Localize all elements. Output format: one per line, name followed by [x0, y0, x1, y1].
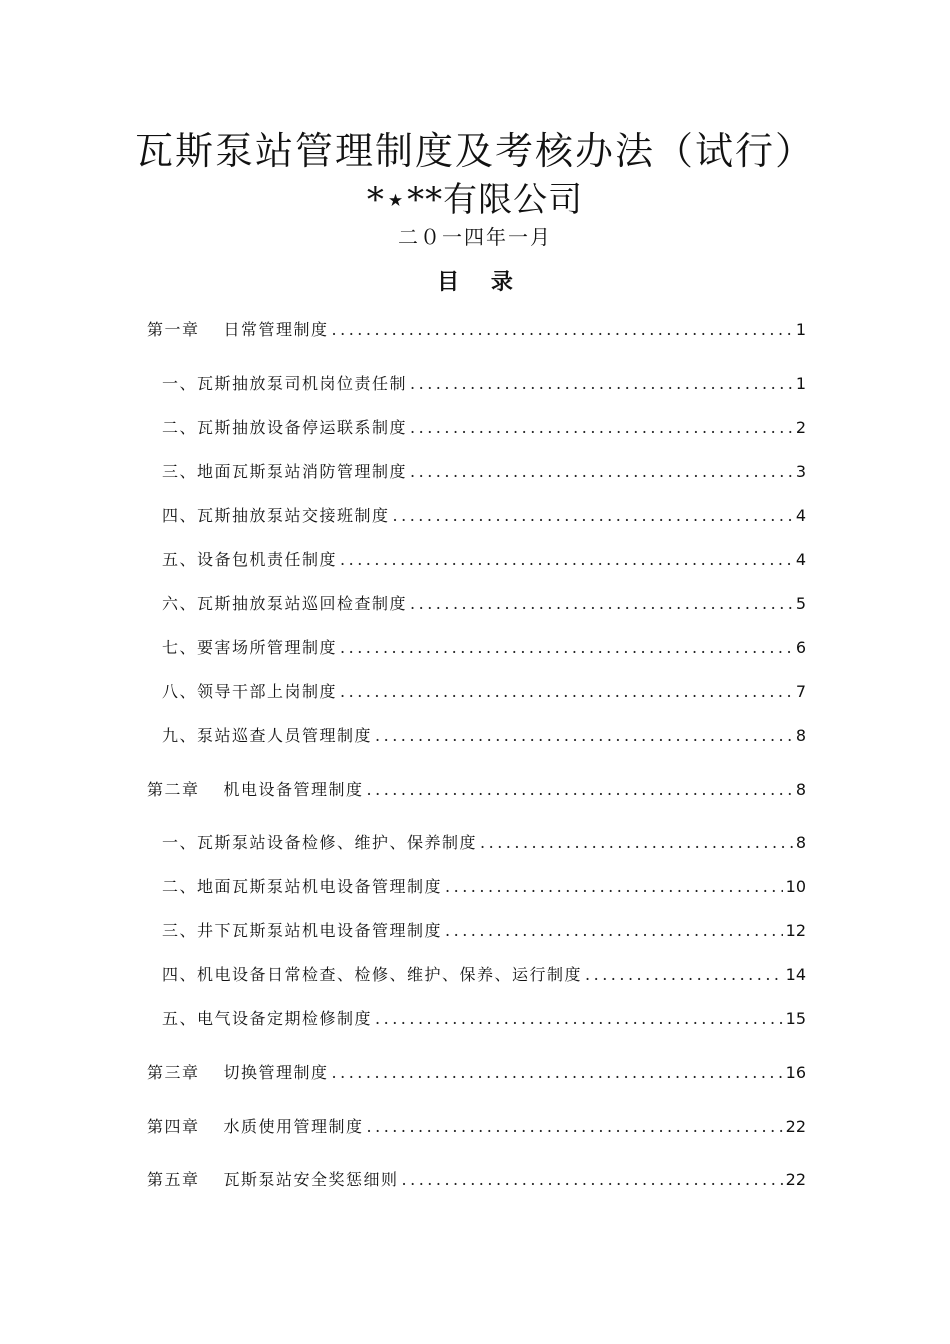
toc-page-number: 2: [795, 418, 806, 437]
toc-section-2-5[interactable]: [162, 1005, 806, 1033]
toc-entry-text: [147, 316, 329, 344]
toc-dot-leader: [410, 414, 793, 442]
toc-section-1-9[interactable]: [162, 722, 806, 750]
toc-page-number: 8: [795, 780, 806, 799]
toc-chapter-number: 第二章: [147, 780, 200, 799]
toc-section-title: 一、瓦斯抽放泵司机岗位责任制: [162, 374, 408, 393]
toc-section-title: 八、领导干部上岗制度: [162, 682, 338, 701]
toc-section-title: 七、要害场所管理制度: [162, 638, 338, 657]
toc-dot-leader: [375, 1005, 783, 1033]
toc-page-number: 22: [785, 1117, 806, 1136]
toc-section-title: 四、机电设备日常检查、检修、维护、保养、运行制度: [162, 965, 583, 984]
toc-entry-text: [147, 1113, 364, 1141]
toc-dot-leader: [410, 590, 793, 618]
toc-heading: 目 录: [437, 270, 513, 295]
toc-section-2-2[interactable]: [162, 873, 806, 901]
toc-page-number: 8: [795, 726, 806, 745]
toc-section-2-4[interactable]: [162, 961, 806, 989]
toc-section-1-3[interactable]: [162, 458, 806, 486]
toc-dot-leader: [367, 1113, 783, 1141]
toc-section-title: 三、井下瓦斯泵站机电设备管理制度: [162, 921, 443, 940]
toc-page-number: 4: [795, 506, 806, 525]
toc-chapter-title: 切换管理制度: [223, 1063, 329, 1082]
toc-dot-leader: [340, 546, 793, 574]
toc-section-1-8[interactable]: [162, 678, 806, 706]
toc-page-number: 16: [785, 1063, 806, 1082]
toc-chapter-number: 第四章: [147, 1117, 200, 1136]
toc-chapter-2[interactable]: [147, 776, 806, 804]
toc-section-1-7[interactable]: [162, 634, 806, 662]
toc-dot-leader: [332, 1059, 783, 1087]
toc-dot-leader: [410, 370, 793, 398]
toc-dot-leader: [393, 502, 793, 530]
toc-page-number: 14: [785, 965, 806, 984]
toc-page-number: 6: [795, 638, 806, 657]
toc-dot-leader: [480, 829, 793, 857]
toc-dot-leader: [340, 678, 793, 706]
toc-section-1-2[interactable]: [162, 414, 806, 442]
toc-section-title: 六、瓦斯抽放泵站巡回检查制度: [162, 594, 408, 613]
toc-page-number: 1: [795, 374, 806, 393]
toc-section-2-1[interactable]: [162, 829, 806, 857]
toc-page-number: 8: [795, 833, 806, 852]
toc-section-title: 三、地面瓦斯泵站消防管理制度: [162, 462, 408, 481]
document-title: 瓦斯泵站管理制度及考核办法（试行）: [134, 129, 815, 173]
toc-dot-leader: [585, 961, 783, 989]
toc-chapter-3[interactable]: [147, 1059, 806, 1087]
toc-dot-leader: [332, 316, 793, 344]
toc-dot-leader: [410, 458, 793, 486]
toc-section-1-1[interactable]: [162, 370, 806, 398]
toc-section-title: 二、地面瓦斯泵站机电设备管理制度: [162, 877, 443, 896]
toc-section-title: 四、瓦斯抽放泵站交接班制度: [162, 506, 390, 525]
toc-page-number: 10: [785, 877, 806, 896]
toc-dot-leader: [375, 722, 793, 750]
toc-dot-leader: [367, 776, 793, 804]
toc-section-1-4[interactable]: [162, 502, 806, 530]
toc-section-1-5[interactable]: [162, 546, 806, 574]
toc-entry-text: [147, 776, 364, 804]
toc-dot-leader: [402, 1166, 783, 1194]
toc-page-number: 12: [785, 921, 806, 940]
toc-page-number: 3: [795, 462, 806, 481]
toc-chapter-title: 瓦斯泵站安全奖惩细则: [223, 1170, 399, 1189]
toc-page-number: 5: [795, 594, 806, 613]
toc-chapter-number: 第三章: [147, 1063, 200, 1082]
toc-section-title: 五、电气设备定期检修制度: [162, 1009, 373, 1028]
toc-page-number: 4: [795, 550, 806, 569]
toc-chapter-title: 机电设备管理制度: [223, 780, 364, 799]
document-date: 二０一四年一月: [398, 225, 552, 249]
toc-dot-leader: [445, 917, 783, 945]
toc-chapter-5[interactable]: [147, 1166, 806, 1194]
toc-section-title: 五、设备包机责任制度: [162, 550, 338, 569]
toc-section-2-3[interactable]: [162, 917, 806, 945]
toc-page-number: 15: [785, 1009, 806, 1028]
toc-chapter-number: 第五章: [147, 1170, 200, 1189]
toc-dot-leader: [340, 634, 793, 662]
toc-chapter-title: 日常管理制度: [223, 320, 329, 339]
toc-section-title: 一、瓦斯泵站设备检修、维护、保养制度: [162, 833, 478, 852]
toc-entry-text: [147, 1059, 329, 1087]
toc-entry-text: [147, 1166, 399, 1194]
toc-section-1-6[interactable]: [162, 590, 806, 618]
toc-dot-leader: [445, 873, 783, 901]
company-name: *⋆**有限公司: [366, 180, 584, 220]
toc-page-number: 1: [795, 320, 806, 339]
toc-chapter-1[interactable]: [147, 316, 806, 344]
toc-page-number: 7: [795, 682, 806, 701]
toc-chapter-title: 水质使用管理制度: [223, 1117, 364, 1136]
toc-chapter-4[interactable]: [147, 1113, 806, 1141]
toc-chapter-number: 第一章: [147, 320, 200, 339]
toc-section-title: 二、瓦斯抽放设备停运联系制度: [162, 418, 408, 437]
toc-section-title: 九、泵站巡查人员管理制度: [162, 726, 373, 745]
toc-page-number: 22: [785, 1170, 806, 1189]
